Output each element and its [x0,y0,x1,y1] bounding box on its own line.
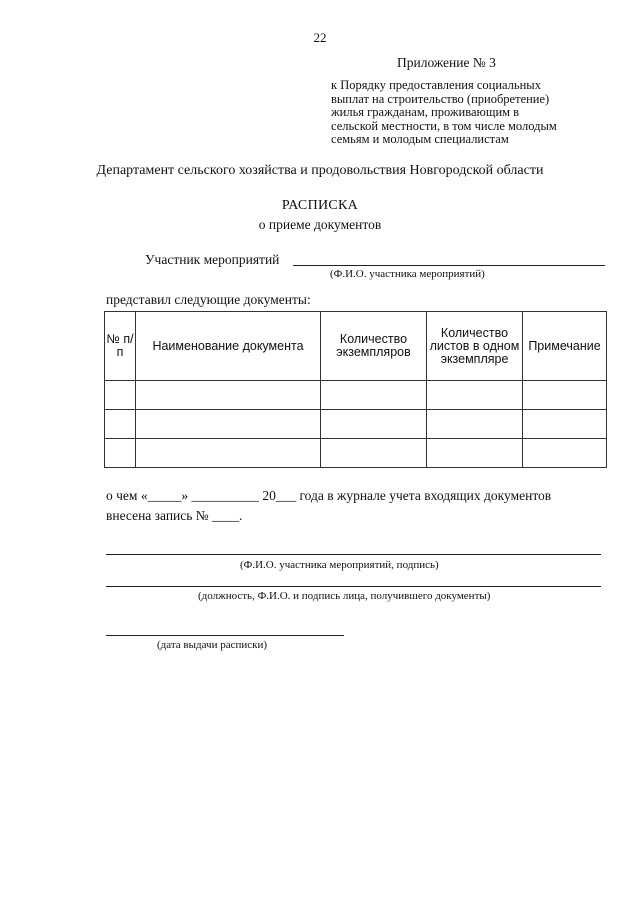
table-cell[interactable] [321,381,427,410]
appendix-title: Приложение № 3 [397,55,496,70]
table-cell[interactable] [321,410,427,439]
header-copies: Количество экземпляров [321,312,427,381]
table-cell[interactable] [427,439,523,468]
appendix-line: жилья гражданам, проживающим в [331,105,520,119]
participant-signature-hint: (Ф.И.О. участника мероприятий, подпись) [240,559,439,571]
issue-date-hint: (дата выдачи расписки) [157,639,268,651]
document-subtitle: о приеме документов [258,217,382,232]
appendix-line: семьям и молодым специалистам [331,132,509,146]
table-cell[interactable] [136,410,321,439]
table-cell[interactable] [427,381,523,410]
appendix-line: к Порядку предоставления социальных [331,78,541,92]
header-sheets: Количество листов в одном экземпляре [427,312,523,381]
table-cell[interactable] [321,439,427,468]
journal-record-number: внесена запись № ____. [106,508,243,523]
table-cell[interactable] [523,381,607,410]
page-number: 22 [313,30,327,45]
appendix-line: выплат на строительство (приобретение) [331,91,550,106]
header-document-name: Наименование документа [136,312,321,381]
table-row [105,381,607,410]
table-cell[interactable] [523,410,607,439]
table-cell[interactable] [105,381,136,410]
table-cell[interactable] [105,439,136,468]
submitted-label: представил следующие документы: [106,292,311,307]
issue-date-line[interactable] [106,635,344,636]
official-signature-line[interactable] [106,586,601,587]
participant-signature-line[interactable] [106,554,601,555]
table-cell[interactable] [427,410,523,439]
participant-hint: (Ф.И.О. участника мероприятий) [330,268,485,280]
header-note: Примечание [523,312,607,381]
table-header-row [105,312,607,381]
official-signature-hint: (должность, Ф.И.О. и подпись лица, получившего документы) [198,590,491,602]
table-cell[interactable] [136,381,321,410]
appendix-line: сельской местности, в том числе молодым [331,118,557,133]
document-title: РАСПИСКА [281,198,359,213]
table-row [105,410,607,439]
table-cell[interactable] [136,439,321,468]
participant-label: Участник мероприятий [145,252,280,267]
department-name: Департамент сельского хозяйства и продовольствия Новгородской области [96,163,544,178]
participant-name-line[interactable] [293,265,605,266]
documents-table [104,311,607,468]
appendix-text [331,79,593,147]
journal-record-date: о чем «_____» __________ 20___ года в журнале учета входящих документов [106,488,552,503]
table-cell[interactable] [523,439,607,468]
header-number: № п/п [105,312,136,381]
table-row [105,439,607,468]
table-cell[interactable] [105,410,136,439]
